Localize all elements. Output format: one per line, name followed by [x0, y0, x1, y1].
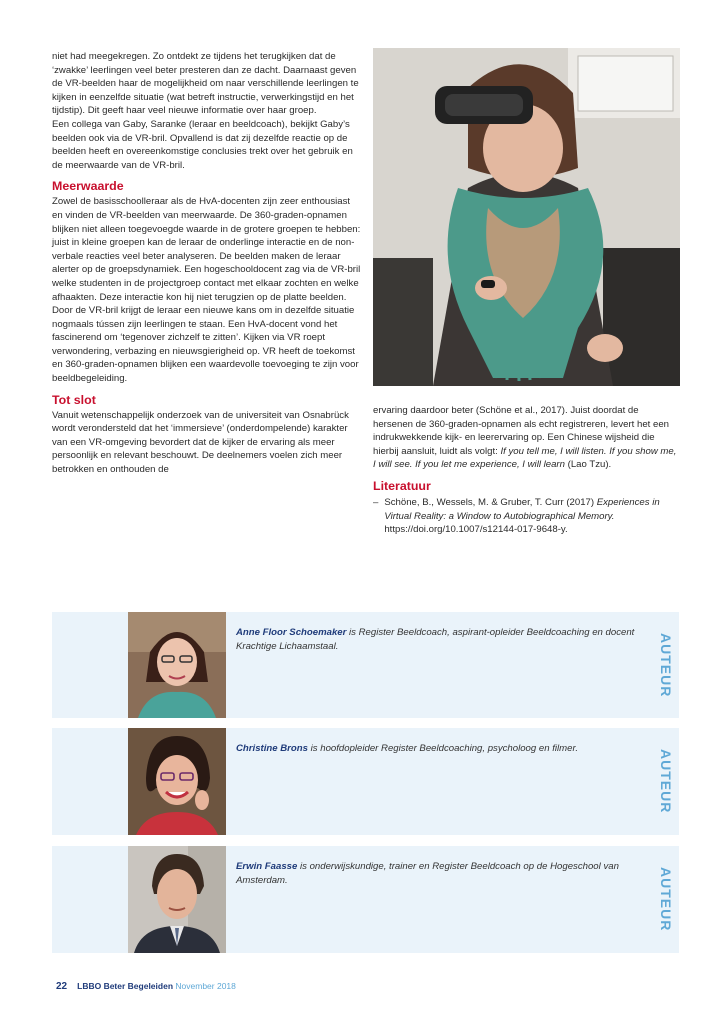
author-label [655, 846, 677, 953]
author-label-text: AUTEUR [658, 632, 674, 698]
author-box-christine [52, 728, 679, 835]
paragraph [373, 404, 681, 472]
author-label-text: AUTEUR [658, 867, 674, 932]
author-label [655, 728, 677, 835]
author-description: is Register Beeldcoach, aspirant-opleider Beeldcoaching en docent Krachtige Lichaamstaal. [236, 627, 635, 652]
author-box-erwin [52, 846, 679, 953]
author-box-anne-floor [52, 612, 679, 718]
author-photo-anne-floor [128, 612, 226, 718]
author-bio [236, 860, 636, 888]
paragraph: Zowel de basisschoolleraar als de HvA-docenten zijn zeer enthousiast en vinden de VR-beelden van meerwaarde. De 360-graden-opnamen blijken niet alleen toegevoegde waarde in de grotere groepen te hebben: juist in kleine groepen kan de leraar de onderlinge interactie en de non-verbale reacties veel beter analyseren. De beelden maken de leraar alerter op de groepsdynamiek. Een hogeschooldocent zag via de VR-bril welke studenten in de projectgroep contact met elkaar zochten en welke afhaakten. Deze interactie kon hij niet terugzien op de platte beelden. Door de VR-bril krijgt de leraar een nieuwe kans om in dezelfde situatie nogmaals tússen zijn leerlingen te staan. Een HvA-docent vond het fascinerend om ‘tegenover zichzelf te zitten’. Kijken via VR roept verwondering, verbazing en nieuwsgierigheid op. VR heeft de toekomst en 360-graden-opnamen blijken een waardevolle toevoeging te zijn voor beeldbegeleiding. [52, 196, 361, 385]
author-label [655, 612, 677, 718]
literature-entry [373, 496, 681, 537]
page-number: 22 [56, 981, 68, 992]
section-heading-meerwaarde: Meerwaarde [52, 179, 124, 194]
lao-tzu-quote: If you tell me, I will listen. If you show me, I will see. If you let me experience, I will learn [373, 445, 677, 471]
section-heading-tot-slot: Tot slot [52, 392, 96, 407]
list-dash: – [373, 496, 379, 508]
literature-title: Experiences in Virtual Reality: a Window to Autobiographical Memory. [384, 496, 660, 522]
right-text-column [373, 404, 681, 537]
vr-photo-illustration [373, 48, 680, 386]
footer-publication [77, 981, 236, 991]
literature-text [384, 496, 681, 537]
paragraph: Een collega van Gaby, Saranke (leraar en beeldcoach), bekijkt Gaby’s beelden ook via de VR-bril. Opvallend is dat zij dezelfde reactie op de beelden heeft en overeenkomstige conclusies trekt over het gebruik en de meerwaarde van de VR-bril. [52, 118, 353, 171]
left-text-column [52, 50, 362, 477]
paragraph-text: ervaring daardoor beter (Schöne et al., 2017). Juist doordat de hersenen de 360-graden-opnamen als echt registreren, levert het een indrukwekkende kijk- en leerervaring op. Een Chinese wijsheid die hierbij aansluit, luidt als volgt: [373, 405, 669, 457]
section-heading-literatuur: Literatuur [373, 478, 431, 493]
publication-date: November 2018 [175, 981, 236, 991]
author-description: is hoofdopleider Register Beeldcoaching, psycholoog en filmer. [307, 743, 578, 754]
vr-headset-photo [373, 48, 680, 386]
page-footer [56, 981, 236, 992]
author-description: is onderwijskundige, trainer en Register Beeldcoach op de Hogeschool van Amsterdam. [236, 861, 619, 886]
author-name: Anne Floor Schoemaker [236, 627, 347, 638]
author-bio [236, 626, 636, 654]
author-name: Erwin Faasse [236, 861, 298, 872]
author-photo-erwin [128, 846, 226, 953]
author-photo-christine [128, 728, 226, 835]
paragraph-text: (Lao Tzu). [564, 459, 612, 471]
literature-doi: https://doi.org/10.1007/s12144-017-9648-y. [384, 524, 568, 536]
literature-authors: Schöne, B., Wessels, M. & Gruber, T. Curr (2017) [384, 496, 597, 508]
author-name: Christine Brons [236, 743, 308, 754]
paragraph: niet had meegekregen. Zo ontdekt ze tijdens het terugkijken dat de ‘zwakke’ leerlingen veel beter presteren dan ze dacht. Daarnaast geven de VR-beelden haar de mogelijkheid om naar verschillende leerlingen te kijken in eenzelfde situatie (wat betreft instructie, verwerkingstijd en het tijdstip). Dit geeft haar veel nieuwe informatie over haar groep. [52, 51, 359, 117]
paragraph: Vanuit wetenschappelijk onderzoek van de universiteit van Osnabrück wordt verondersteld dat het ‘immersieve’ (onderdompelende) karakter van een VR-omgeving bevordert dat de kijker de ervaring als meer persoonlijk en relevant beschouwt. De deelnemers voelen zich meer betrokken en onthouden de [52, 409, 349, 476]
publication-name: LBBO Beter Begeleiden [77, 981, 174, 991]
author-label-text: AUTEUR [658, 749, 674, 814]
author-bio [236, 742, 636, 756]
